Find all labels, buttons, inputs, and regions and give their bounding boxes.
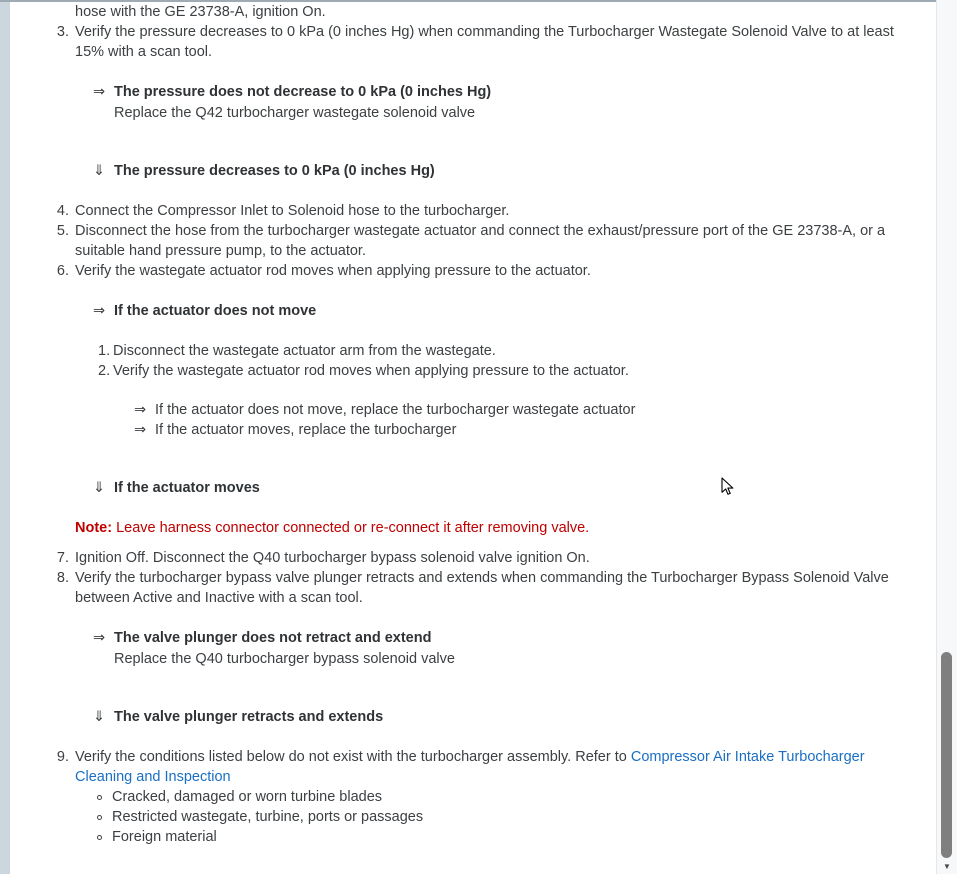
substep-1	[98, 341, 906, 361]
step-3	[56, 22, 906, 62]
bullet-text: Restricted wastegate, turbine, ports or passages	[112, 809, 424, 825]
bullet-text: Cracked, damaged or worn turbine blades	[112, 789, 383, 805]
list-item	[97, 787, 906, 807]
note-text: Leave harness connector connected or re-connect it after removing valve.	[112, 520, 590, 536]
step-number: 6.	[56, 263, 69, 279]
diagnostic-procedure-document	[10, 2, 936, 847]
branch-heading-row	[93, 161, 906, 181]
branch-action-text: Replace the Q40 turbocharger bypass solenoid valve	[114, 651, 455, 667]
list-item	[97, 807, 906, 827]
right-double-arrow-icon: ⇒	[134, 422, 147, 438]
step-text-prefix: Verify the conditions listed below do not exist with the turbocharger assembly. Refer to	[75, 749, 631, 765]
scrollbar-thumb[interactable]	[941, 652, 952, 858]
step-8	[56, 568, 906, 608]
step-text	[75, 747, 906, 787]
note-callout	[75, 518, 906, 538]
branch-condition-heading: The pressure decreases to 0 kPa (0 inches Hg)	[114, 163, 435, 179]
down-double-arrow-icon: ⇓	[93, 163, 106, 179]
nested-decision-lines	[134, 400, 906, 440]
step-text: Verify the wastegate actuator rod moves when applying pressure to the actuator.	[75, 263, 591, 279]
circle-bullet-icon	[97, 795, 102, 800]
decision-branch-negative-3	[93, 628, 906, 669]
panel-top-border	[0, 0, 957, 2]
nested-branch-2	[134, 420, 906, 440]
down-double-arrow-icon: ⇓	[93, 480, 106, 496]
step-number: 5.	[56, 223, 69, 239]
step-9-group	[56, 747, 906, 847]
substep-2	[98, 361, 906, 381]
condition-bullet-list	[97, 787, 906, 847]
step-text: Verify the pressure decreases to 0 kPa (0 inches Hg) when commanding the Turbocharger Wastegate Solenoid Valve to at least 15% with a scan tool.	[75, 24, 894, 60]
vertical-scrollbar[interactable]	[936, 0, 957, 874]
branch-heading-row	[93, 707, 906, 727]
decision-branch-positive-2	[93, 478, 906, 498]
right-double-arrow-icon: ⇒	[134, 402, 147, 418]
decision-branch-positive-3	[93, 707, 906, 727]
nested-branch-text: If the actuator does not move, replace the turbocharger wastegate actuator	[155, 402, 636, 418]
nested-branch-1	[134, 400, 906, 420]
right-double-arrow-icon: ⇒	[93, 84, 106, 100]
step-5	[56, 221, 906, 261]
step-4	[56, 201, 906, 221]
step-number: 3.	[56, 24, 69, 40]
substep-number: 1.	[98, 343, 111, 359]
decision-branch-positive-1	[93, 161, 906, 181]
step-7	[56, 548, 906, 568]
step-9	[56, 747, 906, 787]
circle-bullet-icon	[97, 835, 102, 840]
branch-heading-row	[93, 478, 906, 498]
step-text: Connect the Compressor Inlet to Solenoid hose to the turbocharger.	[75, 203, 510, 219]
note-label: Note:	[75, 520, 113, 536]
branch-condition-heading: The valve plunger does not retract and extend	[114, 630, 432, 646]
nested-branch-text: If the actuator moves, replace the turbocharger	[155, 422, 457, 438]
substep-text: Disconnect the wastegate actuator arm from the wastegate.	[113, 343, 496, 359]
branch-action-text: Replace the Q42 turbocharger wastegate solenoid valve	[114, 105, 476, 121]
nested-substeps	[98, 341, 906, 381]
branch-heading-row	[93, 628, 906, 648]
branch-heading-row	[93, 82, 906, 102]
step-number: 7.	[56, 550, 69, 566]
step-6	[56, 261, 906, 281]
steps-4-to-6	[56, 201, 906, 281]
list-item	[97, 827, 906, 847]
right-double-arrow-icon: ⇒	[93, 630, 106, 646]
step-text: Disconnect the hose from the turbocharger wastegate actuator and connect the exhaust/pressure port of the GE 23738-A, or a suitable hand pressure pump, to the actuator.	[75, 223, 886, 259]
step-text: Ignition Off. Disconnect the Q40 turbocharger bypass solenoid valve ignition On.	[75, 550, 590, 566]
step-text: Verify the turbocharger bypass valve plunger retracts and extends when commanding the Turbocharger Bypass Solenoid Valve between Active and Inactive with a scan tool.	[75, 570, 889, 606]
branch-condition-heading: If the actuator moves	[114, 480, 260, 496]
decision-branch-negative-2	[93, 301, 906, 321]
step-number: 8.	[56, 570, 69, 586]
right-double-arrow-icon: ⇒	[93, 303, 106, 319]
substep-number: 2.	[98, 363, 111, 379]
substep-text: Verify the wastegate actuator rod moves when applying pressure to the actuator.	[113, 363, 629, 379]
decision-branch-negative-1	[93, 82, 906, 123]
service-document-page	[10, 2, 936, 874]
branch-condition-heading: If the actuator does not move	[114, 303, 317, 319]
bullet-text: Foreign material	[112, 829, 217, 845]
down-arrow-icon: ▼	[943, 862, 951, 871]
step-number: 4.	[56, 203, 69, 219]
circle-bullet-icon	[97, 815, 102, 820]
step2-carryover-text: hose with the GE 23738-A, ignition On.	[75, 4, 326, 20]
branch-condition-heading: The pressure does not decrease to 0 kPa (0 inches Hg)	[114, 84, 492, 100]
down-double-arrow-icon: ⇓	[93, 709, 106, 725]
step-number: 9.	[56, 749, 69, 765]
cleaning-inspection-link[interactable]: Compressor Air Intake Turbocharger Cleaning and Inspection	[75, 749, 865, 785]
steps-7-to-8	[56, 548, 906, 608]
branch-condition-heading: The valve plunger retracts and extends	[114, 709, 384, 725]
scrollbar-down-button[interactable]	[937, 859, 957, 874]
branch-heading-row	[93, 301, 906, 321]
